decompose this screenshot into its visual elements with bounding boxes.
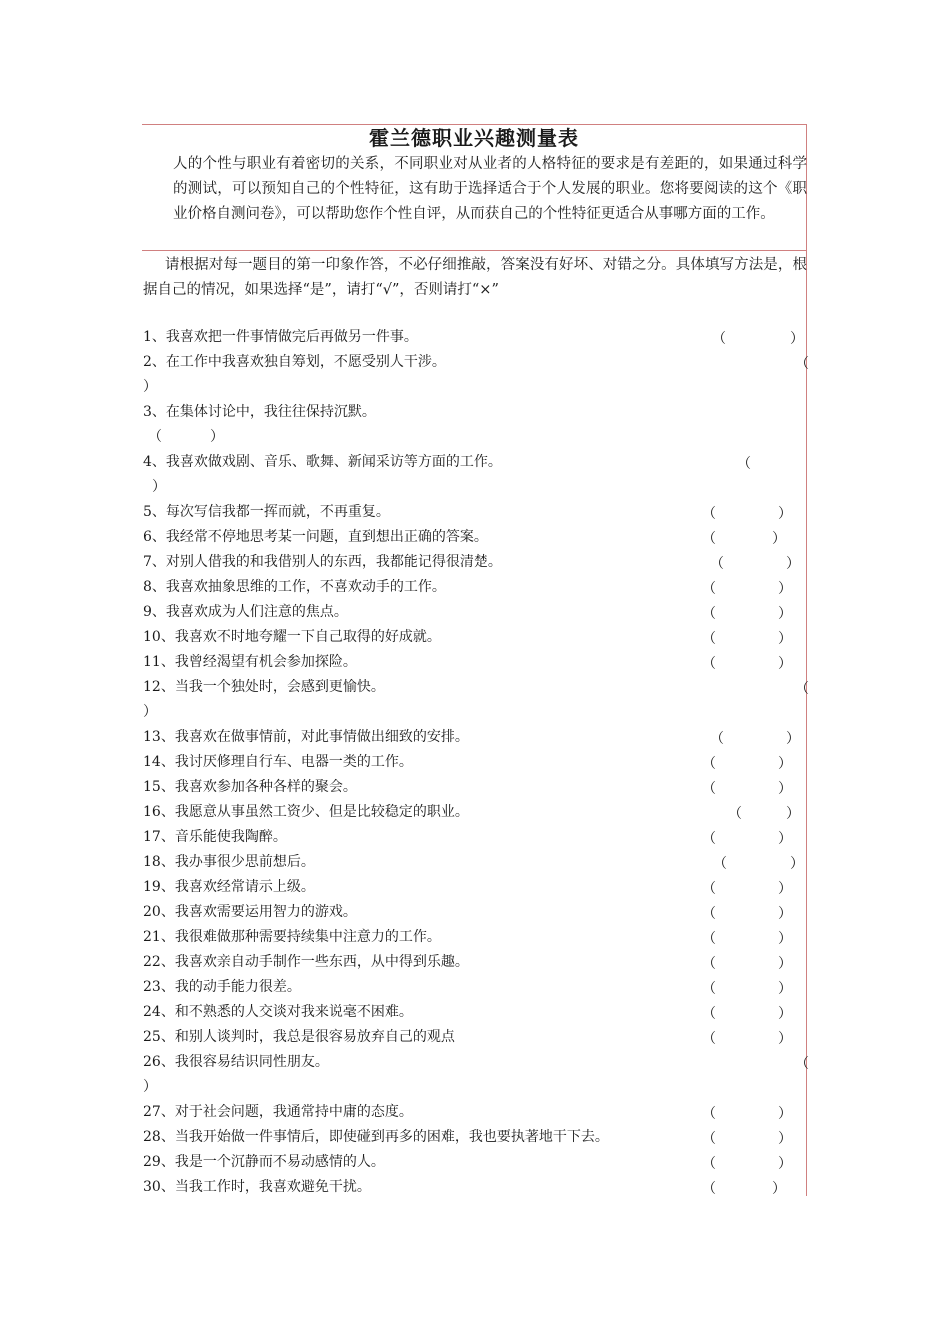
question-item: 10、我喜欢不时地夸耀一下自己取得的好成就。 xyxy=(143,629,441,645)
question-item: 22、我喜欢亲自动手制作一些东西，从中得到乐趣。 xyxy=(143,954,469,970)
answer-paren-close[interactable]: ） xyxy=(778,831,792,847)
question-item: 23、我的动手能力很差。 xyxy=(143,979,301,995)
question-item: 6、我经常不停地思考某一问题，直到想出正确的答案。 xyxy=(143,529,488,545)
answer-paren-open[interactable]: （ xyxy=(702,581,716,597)
question-item: 5、每次写信我都一挥而就，不再重复。 xyxy=(143,504,390,520)
answer-paren-close[interactable]: ） xyxy=(778,656,792,672)
question-item: 8、我喜欢抽象思维的工作，不喜欢动手的工作。 xyxy=(143,579,446,595)
question-item: 3、在集体讨论中，我往往保持沉默。 xyxy=(143,404,376,420)
answer-paren-close[interactable]: ） xyxy=(778,1106,792,1122)
answer-paren-open[interactable]: （ xyxy=(737,456,751,472)
answer-paren-open[interactable]: （ xyxy=(702,506,716,522)
answer-paren-close[interactable]: ） xyxy=(772,1181,786,1197)
question-item: 18、我办事很少思前想后。 xyxy=(143,854,315,870)
answer-paren-open[interactable]: （ xyxy=(712,331,726,347)
answer-paren-close[interactable]: ） xyxy=(778,881,792,897)
question-item: 26、我很容易结识同性朋友。 xyxy=(143,1054,329,1070)
answer-paren-open[interactable]: （ xyxy=(702,906,716,922)
question-item: 17、音乐能使我陶醉。 xyxy=(143,829,287,845)
question-item: 4、我喜欢做戏剧、音乐、歌舞、新闻采访等方面的工作。 xyxy=(143,454,502,470)
answer-paren-close[interactable]: ） xyxy=(143,704,157,720)
answer-paren-close[interactable]: ） xyxy=(778,581,792,597)
answer-paren-open[interactable]: （ xyxy=(702,531,716,547)
answer-paren-open[interactable]: （ xyxy=(710,556,724,572)
answer-paren-open[interactable]: （ xyxy=(702,881,716,897)
answer-paren-open[interactable]: （ xyxy=(702,1181,716,1197)
question-item: 9、我喜欢成为人们注意的焦点。 xyxy=(143,604,348,620)
question-item: 28、当我开始做一件事情后，即使碰到再多的困难，我也要执著地干下去。 xyxy=(143,1129,609,1145)
answer-paren-open[interactable]: （ xyxy=(713,856,727,872)
answer-paren-open[interactable]: （ xyxy=(795,356,809,372)
answer-paren-open[interactable]: （ xyxy=(702,1131,716,1147)
answer-paren-open[interactable]: （ xyxy=(795,681,809,697)
answer-paren-close[interactable]: ） xyxy=(152,479,166,495)
answer-paren-open[interactable]: （ xyxy=(148,429,162,445)
answer-paren-open[interactable]: （ xyxy=(702,1156,716,1172)
answer-paren-open[interactable]: （ xyxy=(702,831,716,847)
question-item: 21、我很难做那种需要持续集中注意力的工作。 xyxy=(143,929,441,945)
answer-paren-close[interactable]: ） xyxy=(778,631,792,647)
answer-paren-open[interactable]: （ xyxy=(710,731,724,747)
question-item: 29、我是一个沉静而不易动感情的人。 xyxy=(143,1154,385,1170)
instructions-paragraph: 请根据对每一题目的第一印象作答，不必仔细推敲，答案没有好坏、对错之分。具体填写方法是，根据自己的情况，如果选择“是”，请打“√”，否则请打“×” xyxy=(143,257,807,298)
question-item: 7、对别人借我的和我借别人的东西，我都能记得很清楚。 xyxy=(143,554,502,570)
answer-paren-open[interactable]: （ xyxy=(702,1006,716,1022)
section-rule xyxy=(142,250,807,251)
answer-paren-close[interactable]: ） xyxy=(778,1156,792,1172)
answer-paren-open[interactable]: （ xyxy=(702,756,716,772)
answer-paren-close[interactable]: ） xyxy=(778,1131,792,1147)
question-item: 25、和别人谈判时，我总是很容易放弃自己的观点 xyxy=(143,1029,455,1045)
answer-paren-close[interactable]: ） xyxy=(778,931,792,947)
answer-paren-close[interactable]: ） xyxy=(778,606,792,622)
question-item: 16、我愿意从事虽然工资少、但是比较稳定的职业。 xyxy=(143,804,469,820)
answer-paren-close[interactable]: ） xyxy=(786,806,800,822)
intro-paragraph: 人的个性与职业有着密切的关系，不同职业对从业者的人格特征的要求是有差距的，如果通过科学的测试，可以预知自己的个性特征，这有助于选择适合于个人发展的职业。您将要阅读的这个《职业价格自测问卷》，可以帮助您作个性自评，从而获自己的个性特征更适合从事哪方面的工作。 xyxy=(173,156,807,222)
question-item: 27、对于社会问题，我通常持中庸的态度。 xyxy=(143,1104,413,1120)
answer-paren-open[interactable]: （ xyxy=(702,1031,716,1047)
answer-paren-close[interactable]: ） xyxy=(143,379,157,395)
document-title: 霍兰德职业兴趣测量表 xyxy=(369,126,579,150)
question-item: 24、和不熟悉的人交谈对我来说毫不困难。 xyxy=(143,1004,413,1020)
answer-paren-open[interactable]: （ xyxy=(702,631,716,647)
answer-paren-close[interactable]: ） xyxy=(778,756,792,772)
answer-paren-close[interactable]: ） xyxy=(778,781,792,797)
answer-paren-close[interactable]: ） xyxy=(786,556,800,572)
answer-paren-close[interactable]: ） xyxy=(790,331,804,347)
answer-paren-close[interactable]: ） xyxy=(210,429,224,445)
answer-paren-open[interactable]: （ xyxy=(702,931,716,947)
answer-paren-open[interactable]: （ xyxy=(702,956,716,972)
answer-paren-open[interactable]: （ xyxy=(795,1056,809,1072)
question-item: 19、我喜欢经常请示上级。 xyxy=(143,879,315,895)
answer-paren-close[interactable]: ） xyxy=(143,1079,157,1095)
question-item: 13、我喜欢在做事情前，对此事情做出细致的安排。 xyxy=(143,729,469,745)
question-item: 2、在工作中我喜欢独自筹划，不愿受别人干涉。 xyxy=(143,354,446,370)
answer-paren-close[interactable]: ） xyxy=(790,856,804,872)
question-item: 1、我喜欢把一件事情做完后再做另一件事。 xyxy=(143,329,418,345)
answer-paren-close[interactable]: ） xyxy=(778,1031,792,1047)
question-item: 20、我喜欢需要运用智力的游戏。 xyxy=(143,904,357,920)
answer-paren-close[interactable]: ） xyxy=(778,1006,792,1022)
answer-paren-open[interactable]: （ xyxy=(702,781,716,797)
answer-paren-open[interactable]: （ xyxy=(702,606,716,622)
question-item: 15、我喜欢参加各种各样的聚会。 xyxy=(143,779,357,795)
answer-paren-open[interactable]: （ xyxy=(702,1106,716,1122)
question-item: 12、当我一个独处时，会感到更愉快。 xyxy=(143,679,385,695)
answer-paren-open[interactable]: （ xyxy=(702,981,716,997)
answer-paren-close[interactable]: ） xyxy=(778,956,792,972)
question-item: 11、我曾经渴望有机会参加探险。 xyxy=(143,654,357,670)
answer-paren-close[interactable]: ） xyxy=(786,731,800,747)
answer-paren-close[interactable]: ） xyxy=(778,906,792,922)
answer-paren-open[interactable]: （ xyxy=(728,806,742,822)
answer-paren-close[interactable]: ） xyxy=(778,981,792,997)
answer-paren-close[interactable]: ） xyxy=(778,506,792,522)
answer-paren-close[interactable]: ） xyxy=(772,531,786,547)
question-item: 30、当我工作时，我喜欢避免干扰。 xyxy=(143,1179,371,1195)
question-item: 14、我讨厌修理自行车、电器一类的工作。 xyxy=(143,754,413,770)
answer-paren-open[interactable]: （ xyxy=(702,656,716,672)
